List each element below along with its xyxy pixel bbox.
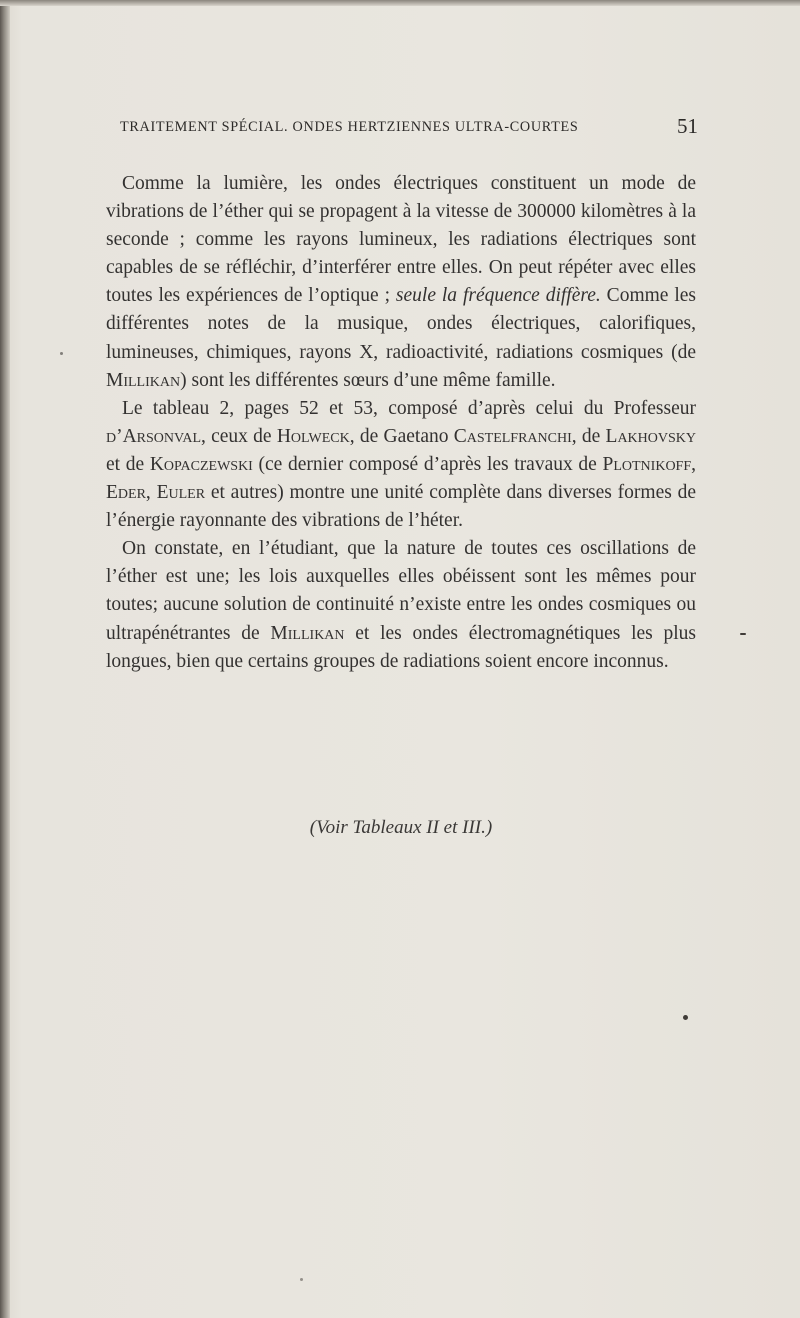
p2-text-5: et de [106,453,150,475]
name-plotnikoff: Plotnikoff [602,453,692,475]
p2-text-3: , de Gaetano [349,425,454,447]
page-top-edge [0,0,800,6]
name-lakhovsky: Lakhovsky [605,425,697,447]
paragraph-1 [106,170,696,395]
p2-text-7: , [691,453,696,475]
p2-text-4: , de [571,425,606,447]
paper-speck [60,352,63,355]
paper-speck [683,1015,688,1020]
page-number: 51 [677,114,698,138]
running-head [120,116,698,140]
paragraph-2 [106,395,696,535]
p3-text-2: et les ondes électromagnétiques les plus longues, bien que certains groupes de radiations soient encore inconnus. [106,622,696,672]
name-eder: Eder [106,482,146,504]
p1-text-1: Comme la lumière, les ondes électriques constituent un mode de vibrations de l’éther qui se propagent à la vitesse de 300000 kilomètres à la seconde ; comme les rayons lumineux, les radiations électriques sont capables de se réfléchir, d’interférer entre elles. On peut répéter avec elles toutes les expériences de l’optique ; [106,173,696,307]
p3-text-1: On constate, en l’étudiant, que la nature de toutes ces oscillations de l’éther est une; les lois auxquelles elles obéissent sont les mêmes pour toutes; aucune solution de continuité n’existe entre les ondes cosmiques ou ultrapénétrantes de [106,538,696,644]
body-text [106,170,696,676]
p1-italic-phrase: seule la fréquence diffère. [395,285,601,307]
name-castelfranchi: Castelfranchi [453,425,572,447]
name-millikan-2: Millikan [270,622,345,644]
table-reference: (Voir Tableaux II et III.) [309,817,493,838]
name-arsonval: d’Arsonval [106,425,201,447]
name-euler: Euler [156,482,206,504]
p1-text-2: Comme les différentes notes de la musique, ondes électriques, calorifiques, lumineuses, chimiques, rayons X, radioactivité, radiations cosmiques (de [106,285,696,363]
p2-text-1: Le tableau 2, pages 52 et 53, composé d’après celui du Professeur [122,397,696,419]
name-kopaczewski: Kopaczewski [149,453,253,475]
paragraph-3 [106,535,696,675]
p1-text-3: ) sont les différentes sœurs d’une même famille. [180,369,556,391]
binding-edge [0,0,10,1318]
p2-text-6: (ce dernier composé d’après les travaux de [252,453,603,475]
paper-speck [300,1278,303,1281]
name-millikan: Millikan [106,369,181,391]
running-title: TRAITEMENT SPÉCIAL. ONDES HERTZIENNES ULTRA-COURTES [120,119,579,135]
name-holweck: Holweck [276,425,350,447]
paper-speck [740,633,746,635]
p2-text-2: , ceux de [201,425,277,447]
p2-text-9: et autres) montre une unité complète dans diverses formes de l’énergie rayonnante des vibrations de l’héter. [106,482,697,532]
p2-text-8: , [145,482,157,504]
